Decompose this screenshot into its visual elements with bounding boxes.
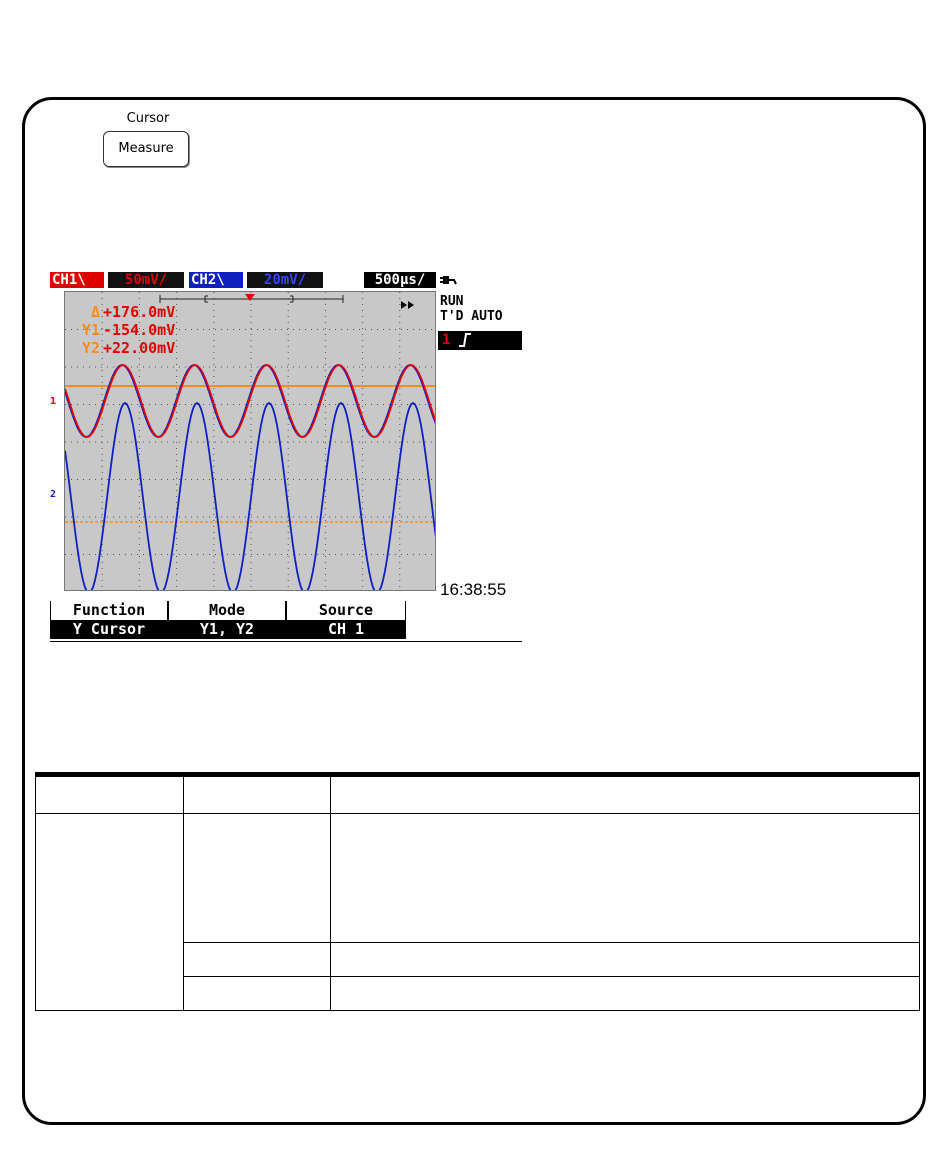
scope-screen [50,272,522,642]
trigger-position-icon [245,294,255,301]
readout-y1-value: -154.0mV [103,321,176,339]
softkey-source-value: CH 1 [286,620,406,639]
reference-table [35,772,920,1011]
softkey-function[interactable] [50,601,168,640]
readout-y2-label: Y2 [81,339,100,357]
ch1-label[interactable]: CH1\ [50,272,104,288]
readout-y2-value: +22.00mV [103,339,176,357]
table-row [36,775,920,814]
softkey-bar [50,601,522,642]
ch1-ground-marker: 1 [50,396,57,407]
softkey-source[interactable] [286,601,406,640]
table-cell [331,814,920,943]
softkey-mode-value: Y1, Y2 [168,620,286,639]
softkey-source-title: Source [286,601,406,620]
readout-delta [74,304,175,321]
trigger-mode: T'D AUTO [440,309,503,324]
table-cell [331,943,920,977]
cursor-key-caption: Cursor [126,111,170,126]
table-cell [331,977,920,1011]
trigger-indicator [438,331,522,350]
readout-y2 [74,340,175,357]
waveform-grid [64,291,436,591]
ac-plug-icon [438,272,458,288]
ch2-ground-marker: 2 [50,489,57,500]
clock: 16:38:55 [440,580,507,599]
table-cell [184,775,331,814]
trigger-source: 1 [442,332,451,348]
timebase[interactable]: 500µs/ [364,272,436,288]
status-bar [50,272,522,289]
softkey-function-title: Function [50,601,168,620]
softkey-function-value: Y Cursor [50,620,168,639]
cursor-measure-key-group [103,110,193,167]
table-row [36,814,920,943]
ch1-scale[interactable]: 50mV/ [108,272,184,288]
table-cell [184,977,331,1011]
readout-y1-label: Y1 [81,321,100,339]
rising-edge-icon [458,332,472,352]
softkey-mode-title: Mode [168,601,286,620]
softkey-mode[interactable] [168,601,286,640]
ch2-label[interactable]: CH2\ [189,272,243,288]
readout-y1 [74,322,175,339]
fast-forward-icon [401,301,414,309]
table-cell [36,814,184,1011]
run-state: RUN [440,294,464,309]
readout-delta-value: +176.0mV [103,303,176,321]
table-cell [331,775,920,814]
readout-delta-label: Δ [90,303,100,321]
measure-button[interactable]: Measure [103,131,189,167]
table-cell [184,943,331,977]
ch2-scale[interactable]: 20mV/ [247,272,323,288]
table-cell [36,775,184,814]
table-cell [184,814,331,943]
